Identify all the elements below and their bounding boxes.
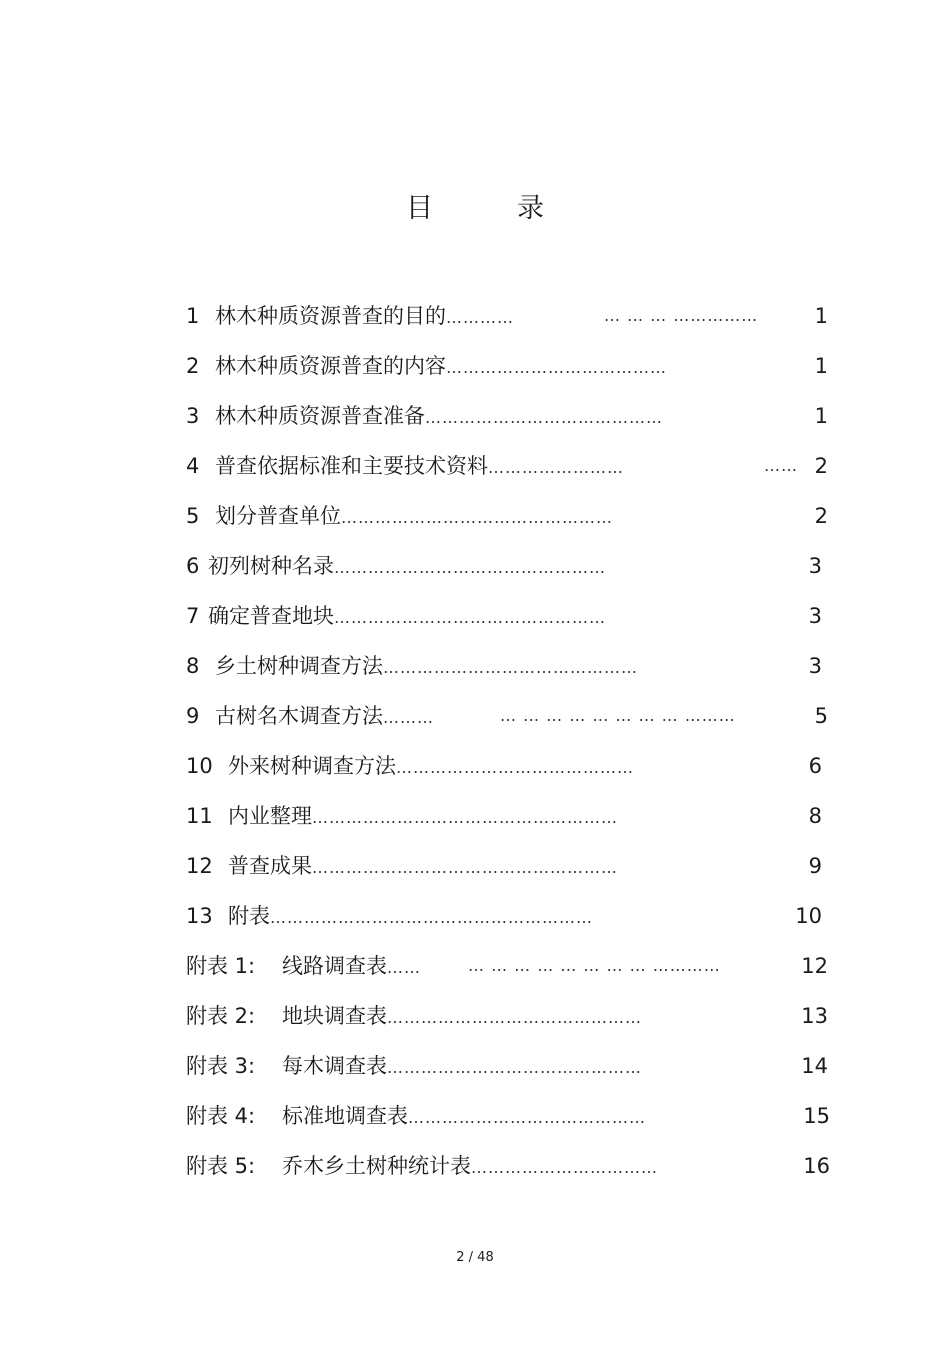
toc-entry-11[interactable] (186, 796, 846, 836)
toc-entry-leader: ……………………………………… (383, 658, 638, 677)
toc-entry-leader: ……………………………………… (387, 1008, 642, 1027)
toc-entry-page: 3 (808, 604, 822, 628)
toc-entry-label: 普查依据标准和主要技术资料 (215, 454, 488, 478)
toc-entry-label: 标准地调查表 (282, 1104, 408, 1128)
toc-entry-number: 9 (186, 704, 200, 728)
toc-entry-appendix-2[interactable] (186, 996, 846, 1036)
toc-entry-appendix-5[interactable] (186, 1146, 846, 1186)
toc-entry-page: 15 (803, 1104, 830, 1128)
toc-entry-leader: ………………………………………… (334, 558, 606, 577)
toc-entry-page: 9 (808, 854, 822, 878)
toc-entry-number: 12 (186, 854, 213, 878)
toc-entry-page: 5 (814, 704, 828, 728)
toc-entry-label: 初列树种名录 (208, 554, 334, 578)
toc-entry-page: 2 (814, 454, 828, 478)
toc-entry-label: 林木种质资源普查的内容 (215, 354, 446, 378)
toc-entry-number: 附表 1: (186, 954, 256, 978)
toc-entry-leader: …………………………… (471, 1158, 658, 1177)
toc-entry-leader: ………………………………………………… (270, 908, 593, 927)
toc-entry-leader: ………………………………………… (334, 608, 606, 627)
toc-entry-12[interactable] (186, 846, 846, 886)
toc-entry-label: 乔木乡土树种统计表 (282, 1154, 471, 1178)
toc-entry-label: 地块调查表 (282, 1004, 387, 1028)
toc-entry-label: 划分普查单位 (215, 504, 341, 528)
toc-entry-label: 内业整理 (228, 804, 312, 828)
toc-entry-leader-continued: … … … … … … … … ……… (500, 706, 736, 725)
toc-entry-5[interactable] (186, 496, 846, 536)
toc-entry-leader: …………………… (488, 458, 624, 477)
toc-entry-page: 1 (814, 354, 828, 378)
toc-entry-leader: …… (387, 958, 421, 977)
toc-entry-number: 6 (186, 554, 200, 578)
toc-entry-number: 7 (186, 604, 200, 628)
toc-entry-label: 普查成果 (228, 854, 312, 878)
toc-entry-page: 3 (808, 654, 822, 678)
toc-entry-7[interactable] (186, 596, 846, 636)
toc-entry-page: 12 (801, 954, 828, 978)
toc-entry-page: 1 (814, 304, 828, 328)
toc-entry-leader: ……… (383, 708, 434, 727)
toc-entry-page: 14 (801, 1054, 828, 1078)
toc-entry-leader-continued: … … … … … … … … ………… (468, 956, 721, 975)
toc-title (0, 186, 950, 225)
toc-entry-1[interactable] (186, 296, 846, 336)
toc-entry-page: 10 (795, 904, 822, 928)
toc-entry-leader-continued: … … … …………… (604, 306, 759, 325)
toc-entry-appendix-3[interactable] (186, 1046, 846, 1086)
toc-entry-leader: …………………………………… (425, 408, 663, 427)
toc-entry-label: 林木种质资源普查准备 (215, 404, 425, 428)
toc-entry-page: 6 (808, 754, 822, 778)
toc-entry-appendix-4[interactable] (186, 1096, 846, 1136)
toc-entry-3[interactable] (186, 396, 846, 436)
toc-entry-label: 古树名木调查方法 (215, 704, 383, 728)
toc-entry-4[interactable] (186, 446, 846, 486)
toc-entry-number: 5 (186, 504, 200, 528)
toc-entry-number: 1 (186, 304, 200, 328)
toc-entry-leader: ………………………………………… (341, 508, 613, 527)
toc-entry-appendix-1[interactable] (186, 946, 846, 986)
toc-entry-page: 3 (808, 554, 822, 578)
toc-entry-page: 16 (803, 1154, 830, 1178)
toc-entry-number: 附表 2: (186, 1004, 256, 1028)
toc-entry-label: 每木调查表 (282, 1054, 387, 1078)
toc-entry-2[interactable] (186, 346, 846, 386)
toc-entry-label: 乡土树种调查方法 (215, 654, 383, 678)
toc-entry-leader: …………………………………… (396, 758, 634, 777)
toc-entry-9[interactable] (186, 696, 846, 736)
toc-entry-number: 附表 3: (186, 1054, 256, 1078)
toc-entry-number: 附表 4: (186, 1104, 256, 1128)
toc-entry-number: 13 (186, 904, 213, 928)
toc-entry-page: 1 (814, 404, 828, 428)
toc-entry-number: 8 (186, 654, 200, 678)
toc-entry-number: 4 (186, 454, 200, 478)
toc-entry-leader: ……………………………………………… (312, 858, 618, 877)
toc-entry-label: 线路调查表 (282, 954, 387, 978)
toc-entry-page: 2 (814, 504, 828, 528)
toc-entry-8[interactable] (186, 646, 846, 686)
toc-entry-leader: …………………………………… (408, 1108, 646, 1127)
toc-entry-label: 林木种质资源普查的目的 (215, 304, 446, 328)
toc-entry-page: 8 (808, 804, 822, 828)
toc-entry-number: 3 (186, 404, 200, 428)
toc-entry-10[interactable] (186, 746, 846, 786)
toc-title-char-1: 目 (406, 193, 433, 224)
page-indicator: 2 / 48 (456, 1250, 494, 1265)
toc-entry-label: 附表 (228, 904, 270, 928)
toc-entry-label: 确定普查地块 (208, 604, 334, 628)
toc-entry-number: 附表 5: (186, 1154, 256, 1178)
toc-entry-number: 11 (186, 804, 213, 828)
toc-entry-number: 10 (186, 754, 213, 778)
toc-entry-leader-continued: …… (764, 456, 798, 475)
toc-title-char-2: 录 (517, 193, 544, 224)
toc-entry-leader: ……………………………………… (387, 1058, 642, 1077)
toc-entry-13[interactable] (186, 896, 846, 936)
toc-entry-6[interactable] (186, 546, 846, 586)
toc-entry-label: 外来树种调查方法 (228, 754, 396, 778)
toc-entry-leader: ………………………………… (446, 358, 667, 377)
toc-entry-leader: ……………………………………………… (312, 808, 618, 827)
toc-entry-number: 2 (186, 354, 200, 378)
toc-entry-page: 13 (801, 1004, 828, 1028)
toc-entry-leader: ………… (446, 308, 514, 327)
